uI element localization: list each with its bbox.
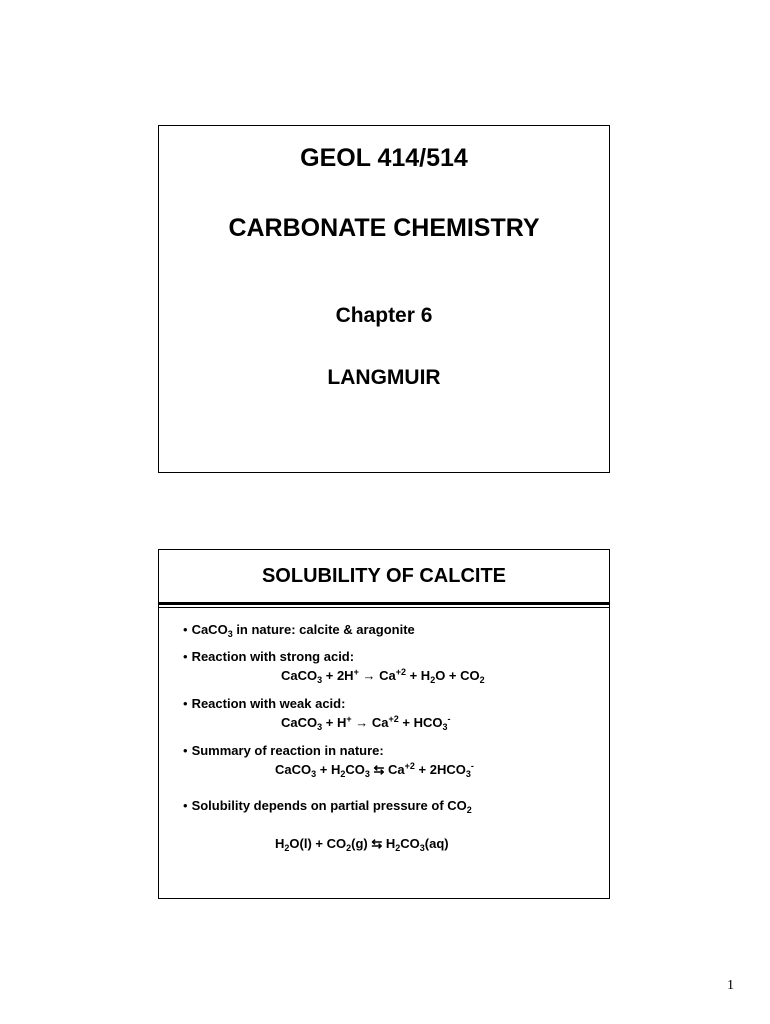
bullet-partial-pressure: • Solubility depends on partial pressure of $CO_2$ [183,798,472,815]
heading-divider [159,602,609,605]
calcite-solubility-slide [158,549,610,899]
reaction-arrow-icon: → [355,715,369,730]
bullet-glyph: • [183,696,188,711]
slide-heading: SOLUBILITY OF CALCITE [261,565,507,587]
page-number: 1 [727,978,734,993]
bullet-caco3-nature: • CaCO$_3$ in nature: calcite & aragonite [183,622,415,639]
bullet-summary: • Summary of reaction in nature: [183,743,384,758]
equation-summary: CaCO$_3$ + $H_2CO_3$ ⇆ $Ca^{+2} + 2HCO_3^-$ [275,761,474,779]
chapter-label: Chapter 6 [335,304,433,327]
bullet-glyph: • [183,798,188,813]
title-slide [158,125,610,473]
equilibrium-arrow-icon: ⇆ [373,762,385,777]
bullet-strong-acid: • Reaction with strong acid: [183,649,355,664]
bullet-glyph: • [183,743,188,758]
author-name: LANGMUIR [327,366,441,389]
equilibrium-arrow-icon: ⇆ [371,836,383,851]
equation-strong-acid: CaCO$_3$ + $2H^+ \to Ca^{+2} + H_2O + CO_2$ [281,667,485,685]
equation-weak-acid: CaCO$_3$ + $H^+ \to Ca^{+2} + HCO_3^-$ [281,714,451,732]
reaction-arrow-icon: → [362,668,376,683]
course-code: GEOL 414/514 [300,144,468,172]
bullet-glyph: • [183,622,188,637]
bullet-weak-acid: • Reaction with weak acid: [183,696,346,711]
slide-title: CARBONATE CHEMISTRY [228,214,540,242]
equation-co2-dissolution: $H_2O(l) + CO_2(g)$ ⇆ $H_2CO_3(aq)$ [275,836,449,853]
bullet-glyph: • [183,649,188,664]
heading-divider-thin [159,607,609,608]
